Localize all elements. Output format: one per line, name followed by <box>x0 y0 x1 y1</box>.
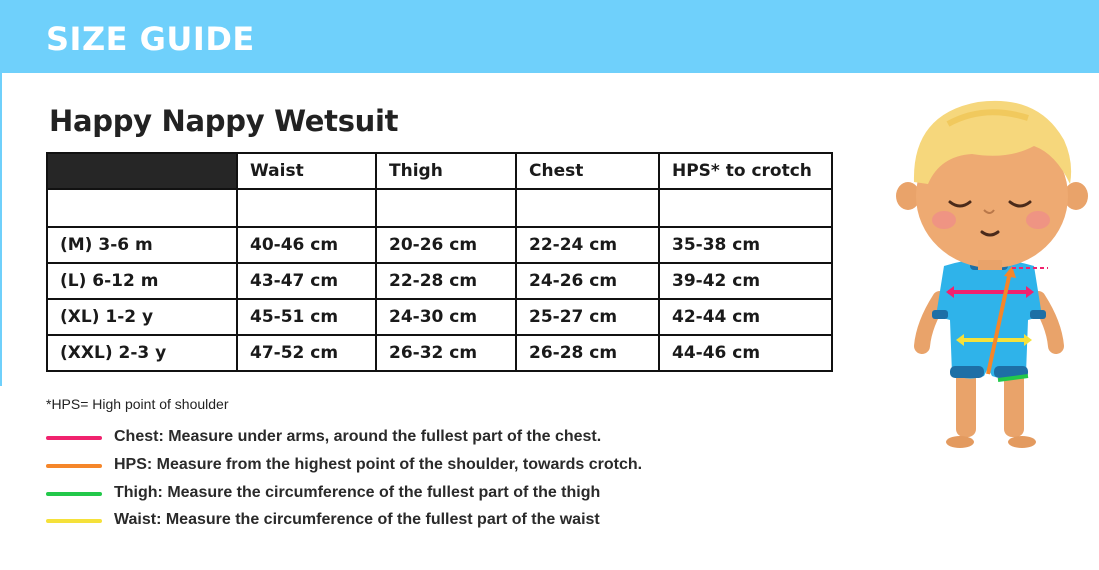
table-cell: 22-24 cm <box>516 227 659 263</box>
table-cell <box>237 189 376 227</box>
table-row <box>47 335 832 371</box>
table-cell <box>47 189 237 227</box>
legend-text-hps: HPS: Measure from the highest point of the shoulder, towards crotch. <box>114 456 643 473</box>
header-waist: Waist <box>237 153 376 189</box>
legend-text-waist: Waist: Measure the circumference of the fullest part of the waist <box>114 511 600 528</box>
size-table <box>46 152 833 372</box>
hps-footnote: *HPS= High point of shoulder <box>46 396 229 412</box>
banner-title: SIZE GUIDE <box>46 20 255 58</box>
size-label-cell: (XXL) 2-3 y <box>47 335 237 371</box>
chest-line-swatch <box>46 436 102 440</box>
table-cell: 40-46 cm <box>237 227 376 263</box>
legend-item-hps <box>46 454 746 478</box>
child-figure-icon <box>888 84 1088 464</box>
legend-item-waist <box>46 509 746 533</box>
table-row <box>47 227 832 263</box>
child-wetsuit-illustration <box>888 84 1088 464</box>
table-cell: 47-52 cm <box>237 335 376 371</box>
legend-text-thigh: Thigh: Measure the circumference of the fullest part of the thigh <box>114 484 601 501</box>
legend-item-thigh <box>46 482 746 506</box>
table-cell: 22-28 cm <box>376 263 516 299</box>
table-cell: 42-44 cm <box>659 299 832 335</box>
product-title: Happy Nappy Wetsuit <box>49 104 399 138</box>
size-guide-banner <box>0 0 1099 73</box>
table-cell <box>376 189 516 227</box>
table-corner-cell <box>47 153 237 189</box>
table-cell: 45-51 cm <box>237 299 376 335</box>
legend-text-chest: Chest: Measure under arms, around the fullest part of the chest. <box>114 428 602 445</box>
size-label-cell: (L) 6-12 m <box>47 263 237 299</box>
thigh-line-swatch <box>46 492 102 496</box>
table-cell: 35-38 cm <box>659 227 832 263</box>
table-cell: 24-26 cm <box>516 263 659 299</box>
table-cell: 25-27 cm <box>516 299 659 335</box>
table-cell: 24-30 cm <box>376 299 516 335</box>
size-label-cell: (XL) 1-2 y <box>47 299 237 335</box>
waist-line-swatch <box>46 519 102 523</box>
table-cell: 26-28 cm <box>516 335 659 371</box>
table-cell: 44-46 cm <box>659 335 832 371</box>
header-hps: HPS* to crotch <box>659 153 832 189</box>
legend-item-chest <box>46 426 746 450</box>
table-cell: 43-47 cm <box>237 263 376 299</box>
table-cell: 26-32 cm <box>376 335 516 371</box>
header-thigh: Thigh <box>376 153 516 189</box>
hps-line-swatch <box>46 464 102 468</box>
left-accent-bar <box>0 73 2 386</box>
size-label-cell: (M) 3-6 m <box>47 227 237 263</box>
table-row <box>47 189 832 227</box>
table-row <box>47 299 832 335</box>
table-cell <box>516 189 659 227</box>
table-header-row <box>47 153 832 189</box>
table-row <box>47 263 832 299</box>
table-cell: 20-26 cm <box>376 227 516 263</box>
table-cell <box>659 189 832 227</box>
table-cell: 39-42 cm <box>659 263 832 299</box>
header-chest: Chest <box>516 153 659 189</box>
